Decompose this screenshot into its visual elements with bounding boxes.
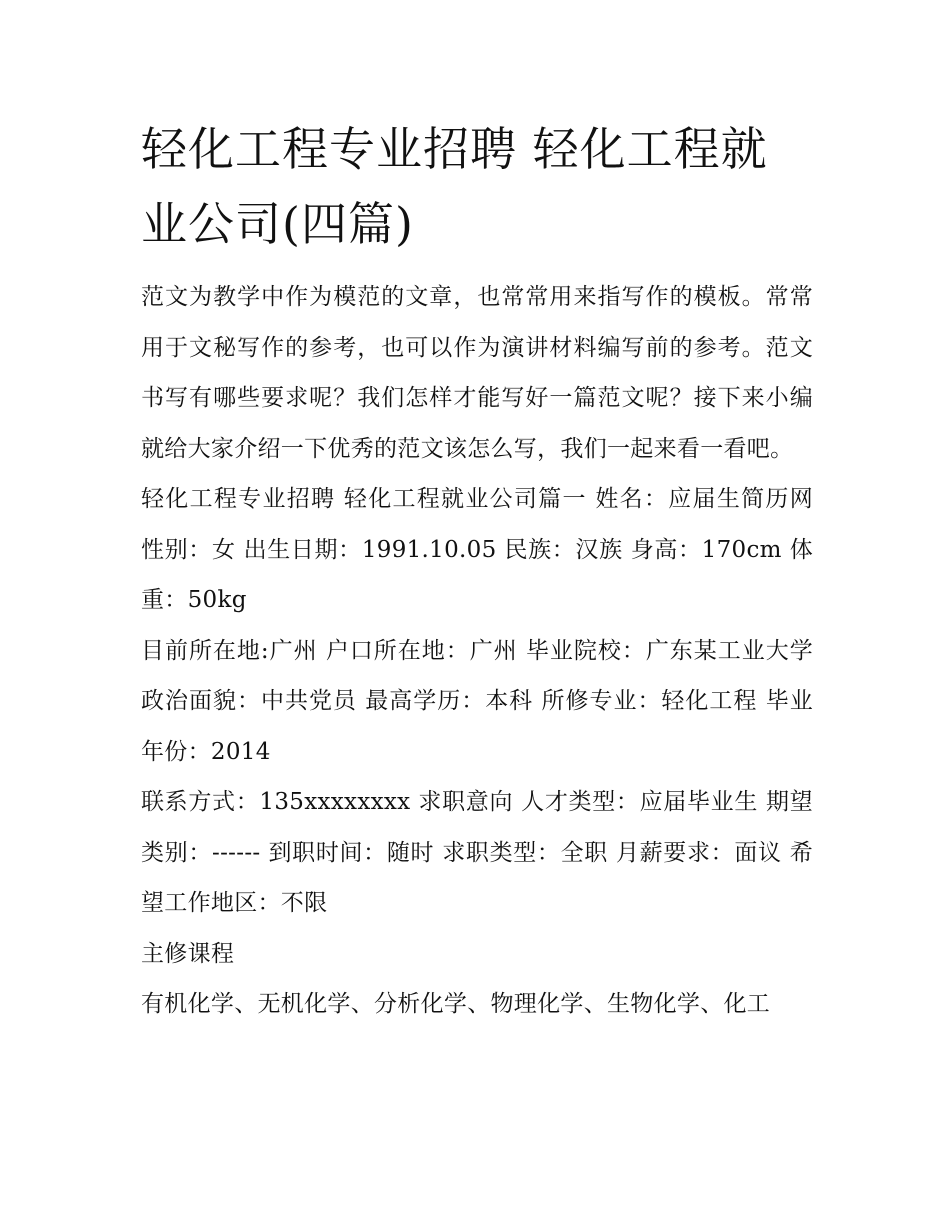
- paragraph-location-education: 目前所在地:广州 户口所在地：广州 毕业院校：广东某工业大学 政治面貌：中共党员 最高学历：本科 所修专业：轻化工程 毕业年份：2014: [141, 637, 813, 765]
- document-page: [141, 112, 813, 1030]
- paragraph-contact-intent: 联系方式：135xxxxxxxx 求职意向 人才类型：应届毕业生 期望类别：------ 到职时间：随时 求职类型：全职 月薪要求：面议 希望工作地区：不限: [141, 789, 813, 916]
- section-heading-courses: 主修课程: [141, 940, 235, 967]
- document-title: 轻化工程专业招聘 轻化工程就业公司(四篇): [141, 122, 768, 251]
- paragraph-intro: 范文为教学中作为模范的文章，也常常用来指写作的模板。常常用于文秘写作的参考，也可以作为演讲材料编写前的参考。范文书写有哪些要求呢？我们怎样才能写好一篇范文呢？接下来小编就给大家介绍一下优秀的范文该怎么写，我们一起来看一看吧。: [141, 284, 813, 462]
- paragraph-courses: 有机化学、无机化学、分析化学、物理化学、生物化学、化工: [141, 991, 771, 1017]
- paragraph-basic-info: 轻化工程专业招聘 轻化工程就业公司篇一 姓名：应届生简历网 性别：女 出生日期：1991.10.05 民族：汉族 身高：170cm 体重：50kg: [141, 486, 813, 613]
